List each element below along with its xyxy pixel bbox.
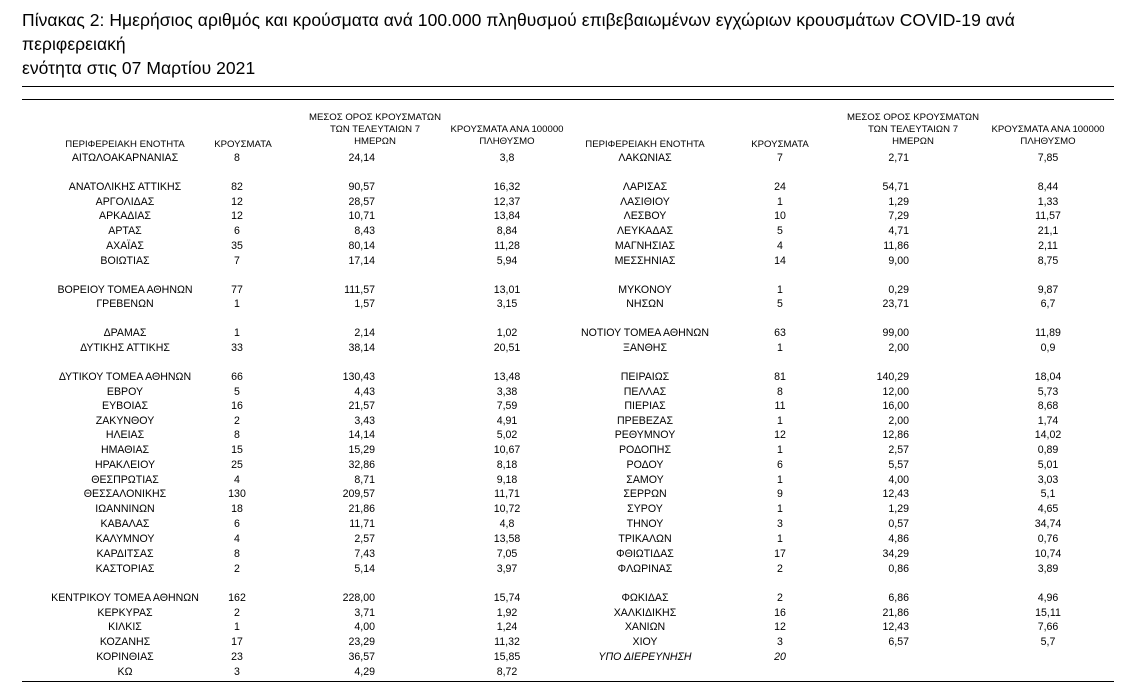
- right-row-21-cases: 3: [777, 518, 783, 530]
- left-row-21-cases: 6: [234, 518, 240, 530]
- left-row-16-per: 10,67: [493, 444, 521, 456]
- right-row-1-name: ΛΑΡΙΣΑΣ: [622, 181, 668, 193]
- right-row-28-avg: 6,57: [888, 636, 909, 648]
- right-row-8-avg: 23,71: [882, 298, 909, 310]
- right-row-6-avg: 9,00: [888, 255, 909, 267]
- right-row-9-name: ΝΟΤΙΟΥ ΤΟΜΕΑ ΑΘΗΝΩΝ: [580, 327, 710, 339]
- right-row-7-avg: 0,29: [888, 284, 909, 296]
- left-row-19-avg: 209,57: [342, 488, 375, 500]
- right-row-24-name: ΦΛΩΡΙΝΑΣ: [617, 563, 673, 575]
- left-row-25-per: 15,74: [493, 592, 521, 604]
- left-row-10-cases: 33: [231, 342, 243, 354]
- left-row-23-cases: 8: [234, 548, 240, 560]
- left-row-7-cases: 77: [231, 284, 243, 296]
- left-row-26-name: ΚΕΡΚΥΡΑΣ: [97, 607, 153, 619]
- left-row-18-cases: 4: [234, 474, 240, 486]
- caption-line-1: Πίνακας 2: Ημερήσιος αριθμός και κρούσματα ανά 100.000 πληθυσμού επιβεβαιωμένων εγχώριων κρουσμάτων COVID-19 ανά περιφερειακή: [22, 10, 1015, 54]
- top-rule-1: [22, 86, 1114, 87]
- right-row-23-cases: 17: [774, 548, 786, 560]
- right-row-11-avg: 140,29: [876, 371, 909, 383]
- left-row-22-name: ΚΑΛΥΜΝΟΥ: [95, 533, 155, 545]
- right-row-13-per: 8,68: [1037, 400, 1059, 412]
- left-row-15-per: 5,02: [496, 429, 518, 441]
- right-row-14-name: ΠΡΕΒΕΖΑΣ: [617, 415, 673, 427]
- right-row-26-cases: 16: [774, 607, 786, 619]
- left-row-17-cases: 25: [231, 459, 243, 471]
- left-row-24-cases: 2: [234, 563, 240, 575]
- left-row-20-cases: 18: [231, 503, 243, 515]
- right-row-3-cases: 10: [774, 210, 786, 222]
- right-row-18-avg: 4,00: [888, 474, 909, 486]
- right-row-18-cases: 1: [777, 474, 783, 486]
- right-header-avg-l1: ΜΕΣΟΣ ΟΡΟΣ ΚΡΟΥΣΜΑΤΩΝ: [846, 112, 980, 123]
- left-row-26-per: 1,92: [496, 607, 518, 619]
- left-row-15-cases: 8: [234, 429, 240, 441]
- left-row-20-name: ΙΩΑΝΝΙΝΩΝ: [95, 503, 155, 515]
- right-row-26-name: ΧΑΛΚΙΔΙΚΗΣ: [613, 607, 677, 619]
- left-header-avg-l1: ΜΕΣΟΣ ΟΡΟΣ ΚΡΟΥΣΜΑΤΩΝ: [308, 112, 442, 123]
- right-row-18-name: ΣΑΜΟΥ: [626, 474, 664, 486]
- left-row-9-per: 1,02: [496, 327, 518, 339]
- left-row-2-name: ΑΡΓΟΛΙΔΑΣ: [95, 196, 155, 208]
- right-row-23-name: ΦΘΙΩΤΙΔΑΣ: [616, 548, 674, 560]
- left-row-27-per: 1,24: [496, 621, 518, 633]
- left-row-17-avg: 32,86: [348, 459, 375, 471]
- right-row-4-cases: 5: [777, 225, 783, 237]
- right-row-26-avg: 21,86: [882, 607, 909, 619]
- right-row-10-avg: 2,00: [888, 342, 909, 354]
- right-row-22-cases: 1: [777, 533, 783, 545]
- right-row-24-avg: 0,86: [888, 563, 909, 575]
- left-row-3-cases: 12: [231, 210, 243, 222]
- left-header-per-l1: ΚΡΟΥΣΜΑΤΑ ΑΝΑ 100000: [450, 124, 564, 135]
- right-row-24-cases: 2: [777, 563, 783, 575]
- right-row-1-per: 8,44: [1037, 181, 1059, 193]
- left-row-7-per: 13,01: [493, 284, 521, 296]
- left-row-15-name: ΗΛΕΙΑΣ: [105, 429, 145, 441]
- left-header-avg-l3: ΗΜΕΡΩΝ: [354, 136, 396, 147]
- left-row-13-cases: 16: [231, 400, 243, 412]
- right-row-3-avg: 7,29: [888, 210, 909, 222]
- left-row-1-name: ΑΝΑΤΟΛΙΚΗΣ ΑΤΤΙΚΗΣ: [68, 181, 182, 193]
- caption-line-2: ενότητα στις 07 Μαρτίου 2021: [22, 58, 256, 78]
- right-row-14-cases: 1: [777, 415, 783, 427]
- left-row-27-avg: 4,00: [354, 621, 375, 633]
- left-header-per: [432, 124, 582, 148]
- left-row-10-name: ΔΥΤΙΚΗΣ ΑΤΤΙΚΗΣ: [80, 342, 170, 354]
- right-row-4-per: 21,1: [1037, 225, 1059, 237]
- right-row-8-per: 6,7: [1040, 298, 1056, 310]
- right-row-24-per: 3,89: [1037, 563, 1059, 575]
- left-row-6-cases: 7: [234, 255, 240, 267]
- right-row-19-per: 5,1: [1040, 488, 1056, 500]
- right-row-25-avg: 6,86: [888, 592, 909, 604]
- right-row-0-cases: 7: [777, 152, 783, 164]
- left-row-24-name: ΚΑΣΤΟΡΙΑΣ: [95, 563, 155, 575]
- left-row-1-avg: 90,57: [348, 181, 375, 193]
- left-row-30-per: 8,72: [496, 666, 518, 678]
- right-row-15-name: ΡΕΘΥΜΝΟΥ: [614, 429, 676, 441]
- right-row-4-avg: 4,71: [888, 225, 909, 237]
- left-row-11-per: 13,48: [493, 371, 521, 383]
- left-header-per-l2: ΠΛΗΘΥΣΜΟ: [479, 136, 535, 147]
- right-row-10-name: ΞΑΝΘΗΣ: [622, 342, 668, 354]
- left-row-19-per: 11,71: [494, 488, 520, 500]
- right-row-17-avg: 5,57: [888, 459, 909, 471]
- left-row-13-per: 7,59: [496, 400, 518, 412]
- left-row-19-name: ΘΕΣΣΑΛΟΝΙΚΗΣ: [83, 488, 167, 500]
- left-row-8-cases: 1: [234, 298, 240, 310]
- left-row-16-cases: 15: [231, 444, 243, 456]
- right-row-20-name: ΣΥΡΟΥ: [627, 503, 663, 515]
- left-row-30-name: ΚΩ: [117, 666, 133, 678]
- right-row-27-per: 7,66: [1037, 621, 1059, 633]
- left-row-2-avg: 28,57: [348, 196, 375, 208]
- right-header-per-l1: ΚΡΟΥΣΜΑΤΑ ΑΝΑ 100000: [991, 124, 1105, 135]
- right-header-per-l2: ΠΛΗΘΥΣΜΟ: [1020, 136, 1076, 147]
- right-row-20-avg: 1,29: [888, 503, 909, 515]
- left-row-15-avg: 14,14: [348, 429, 375, 441]
- left-row-29-cases: 23: [231, 651, 243, 663]
- right-row-3-name: ΛΕΣΒΟΥ: [623, 210, 667, 222]
- left-row-12-name: ΕΒΡΟΥ: [106, 386, 144, 398]
- right-row-9-cases: 63: [774, 327, 786, 339]
- left-row-11-avg: 130,43: [342, 371, 375, 383]
- right-row-2-cases: 1: [777, 196, 783, 208]
- right-row-27-avg: 12,43: [882, 621, 909, 633]
- left-header-avg-l2: ΤΩΝ ΤΕΛΕΥΤΑΙΩΝ 7: [329, 124, 421, 135]
- left-row-4-avg: 8,43: [354, 225, 375, 237]
- right-row-13-cases: 11: [774, 400, 786, 412]
- left-row-11-cases: 66: [231, 371, 243, 383]
- right-row-5-avg: 11,86: [883, 240, 909, 252]
- right-row-6-cases: 14: [774, 255, 786, 267]
- left-row-4-cases: 6: [234, 225, 240, 237]
- right-row-23-per: 10,74: [1034, 548, 1062, 560]
- right-row-27-name: ΧΑΝΙΩΝ: [624, 621, 666, 633]
- left-row-10-per: 20,51: [493, 342, 521, 354]
- right-row-9-avg: 99,00: [882, 327, 909, 339]
- left-row-7-avg: 111,57: [344, 284, 375, 296]
- right-row-18-per: 3,03: [1037, 474, 1059, 486]
- left-row-22-cases: 4: [234, 533, 240, 545]
- right-row-15-cases: 12: [774, 429, 786, 441]
- left-row-6-avg: 17,14: [348, 255, 375, 267]
- right-row-20-cases: 1: [777, 503, 783, 515]
- left-row-1-cases: 82: [231, 181, 243, 193]
- left-row-20-per: 10,72: [493, 503, 521, 515]
- left-row-7-name: ΒΟΡΕΙΟΥ ΤΟΜΕΑ ΑΘΗΝΩΝ: [57, 284, 193, 296]
- right-row-2-name: ΛΑΣΙΘΙΟΥ: [620, 196, 670, 208]
- right-row-25-name: ΦΩΚΙΔΑΣ: [621, 592, 669, 604]
- left-row-3-per: 13,84: [493, 210, 521, 222]
- right-row-1-avg: 54,71: [882, 181, 909, 193]
- left-row-14-per: 4,91: [496, 415, 518, 427]
- left-row-23-avg: 7,43: [354, 548, 375, 560]
- right-row-12-per: 5,73: [1037, 386, 1059, 398]
- right-row-16-cases: 1: [777, 444, 783, 456]
- right-row-21-per: 34,74: [1034, 518, 1062, 530]
- right-row-22-name: ΤΡΙΚΑΛΩΝ: [618, 533, 672, 545]
- left-row-26-avg: 3,71: [354, 607, 375, 619]
- left-row-6-per: 5,94: [496, 255, 518, 267]
- left-row-29-avg: 36,57: [348, 651, 375, 663]
- left-row-6-name: ΒΟΙΩΤΙΑΣ: [100, 255, 150, 267]
- right-header-avg-l3: ΗΜΕΡΩΝ: [892, 136, 934, 147]
- left-row-0-avg: 24,14: [348, 152, 375, 164]
- left-row-8-name: ΓΡΕΒΕΝΩΝ: [96, 298, 154, 310]
- right-row-6-per: 8,75: [1037, 255, 1059, 267]
- left-row-26-cases: 2: [234, 607, 240, 619]
- left-row-25-avg: 228,00: [342, 592, 375, 604]
- right-row-17-per: 5,01: [1037, 459, 1059, 471]
- left-row-2-per: 12,37: [493, 196, 521, 208]
- right-row-0-name: ΛΑΚΩΝΙΑΣ: [618, 152, 672, 164]
- left-row-5-per: 11,28: [494, 240, 520, 252]
- right-row-28-per: 5,7: [1040, 636, 1056, 648]
- right-row-19-avg: 12,43: [882, 488, 909, 500]
- left-row-29-name: ΚΟΡΙΝΘΙΑΣ: [96, 651, 154, 663]
- right-row-11-cases: 81: [774, 371, 786, 383]
- right-row-8-cases: 5: [777, 298, 783, 310]
- right-row-7-per: 9,87: [1037, 284, 1059, 296]
- left-row-5-avg: 80,14: [348, 240, 375, 252]
- right-row-5-per: 2,11: [1038, 240, 1058, 252]
- right-row-7-name: ΜΥΚΟΝΟΥ: [618, 284, 672, 296]
- left-row-0-cases: 8: [234, 152, 240, 164]
- left-row-28-name: ΚΟΖΑΝΗΣ: [99, 636, 151, 648]
- left-row-30-avg: 4,29: [354, 666, 375, 678]
- right-row-10-per: 0,9: [1040, 342, 1056, 354]
- right-row-9-per: 11,89: [1035, 327, 1061, 339]
- right-row-16-per: 0,89: [1037, 444, 1059, 456]
- right-row-29-cases: 20: [774, 651, 786, 663]
- left-row-25-name: ΚΕΝΤΡΙΚΟΥ ΤΟΜΕΑ ΑΘΗΝΩΝ: [51, 592, 199, 604]
- left-row-0-per: 3,8: [499, 152, 515, 164]
- right-row-19-name: ΣΕΡΡΩΝ: [623, 488, 667, 500]
- right-row-14-per: 1,74: [1037, 415, 1059, 427]
- left-row-24-per: 3,97: [496, 563, 518, 575]
- right-row-13-avg: 16,00: [882, 400, 909, 412]
- right-header-cases: ΚΡΟΥΣΜΑΤΑ: [751, 139, 809, 150]
- right-row-0-per: 7,85: [1037, 152, 1059, 164]
- right-row-21-name: ΤΗΝΟΥ: [626, 518, 664, 530]
- right-row-3-per: 11,57: [1035, 210, 1061, 222]
- left-row-9-name: ΔΡΑΜΑΣ: [103, 327, 147, 339]
- right-row-11-per: 18,04: [1034, 371, 1062, 383]
- right-row-10-cases: 1: [777, 342, 783, 354]
- right-row-6-name: ΜΕΣΣΗΝΙΑΣ: [614, 255, 676, 267]
- left-row-19-cases: 130: [228, 488, 246, 500]
- left-row-28-cases: 17: [231, 636, 243, 648]
- right-row-23-avg: 34,29: [882, 548, 909, 560]
- left-row-3-name: ΑΡΚΑΔΙΑΣ: [99, 210, 151, 222]
- left-row-22-avg: 2,57: [354, 533, 375, 545]
- left-row-29-per: 15,85: [493, 651, 521, 663]
- right-row-19-cases: 9: [777, 488, 783, 500]
- left-row-25-cases: 162: [228, 592, 246, 604]
- left-row-4-name: ΑΡΤΑΣ: [108, 225, 142, 237]
- left-row-20-avg: 21,86: [348, 503, 375, 515]
- left-row-9-cases: 1: [234, 327, 240, 339]
- left-row-22-per: 13,58: [493, 533, 521, 545]
- left-row-21-per: 4,8: [499, 518, 515, 530]
- left-row-3-avg: 10,71: [348, 210, 375, 222]
- right-row-26-per: 15,11: [1035, 607, 1061, 619]
- left-row-21-avg: 11,71: [349, 518, 375, 530]
- right-row-25-cases: 2: [777, 592, 783, 604]
- right-row-16-name: ΡΟΔΟΠΗΣ: [618, 444, 672, 456]
- bottom-rule: [22, 681, 1114, 682]
- right-row-11-name: ΠΕΙΡΑΙΩΣ: [620, 371, 670, 383]
- left-row-18-name: ΘΕΣΠΡΩΤΙΑΣ: [91, 474, 159, 486]
- left-row-27-name: ΚΙΛΚΙΣ: [108, 621, 142, 633]
- right-row-5-cases: 4: [777, 240, 783, 252]
- table-caption: [22, 8, 1122, 80]
- right-row-13-name: ΠΙΕΡΙΑΣ: [624, 400, 666, 412]
- right-row-8-name: ΝΗΣΩΝ: [626, 298, 664, 310]
- right-row-17-cases: 6: [777, 459, 783, 471]
- left-row-8-per: 3,15: [496, 298, 518, 310]
- left-row-14-name: ΖΑΚΥΝΘΟΥ: [95, 415, 155, 427]
- right-row-15-avg: 12,86: [882, 429, 909, 441]
- left-row-14-cases: 2: [234, 415, 240, 427]
- left-row-13-avg: 21,57: [348, 400, 375, 412]
- left-row-18-avg: 8,71: [354, 474, 375, 486]
- left-row-27-cases: 1: [234, 621, 240, 633]
- left-row-23-name: ΚΑΡΔΙΤΣΑΣ: [96, 548, 154, 560]
- left-row-17-name: ΗΡΑΚΛΕΙΟΥ: [94, 459, 156, 471]
- left-row-10-avg: 38,14: [348, 342, 375, 354]
- left-header-avg: [300, 112, 450, 148]
- left-row-21-name: ΚΑΒΑΛΑΣ: [100, 518, 150, 530]
- right-row-29-name: ΥΠΟ ΔΙΕΡΕΥΝΗΣΗ: [598, 651, 692, 663]
- left-row-14-avg: 3,43: [354, 415, 375, 427]
- right-row-14-avg: 2,00: [888, 415, 909, 427]
- right-row-27-cases: 12: [774, 621, 786, 633]
- right-row-7-cases: 1: [777, 284, 783, 296]
- left-row-30-cases: 3: [234, 666, 240, 678]
- right-row-5-name: ΜΑΓΝΗΣΙΑΣ: [614, 240, 676, 252]
- left-row-11-name: ΔΥΤΙΚΟΥ ΤΟΜΕΑ ΑΘΗΝΩΝ: [58, 371, 192, 383]
- right-row-0-avg: 2,71: [888, 152, 909, 164]
- left-row-24-avg: 5,14: [354, 563, 375, 575]
- left-row-18-per: 9,18: [496, 474, 518, 486]
- left-row-5-cases: 35: [231, 240, 243, 252]
- right-row-22-avg: 4,86: [888, 533, 909, 545]
- left-row-28-per: 11,32: [494, 636, 520, 648]
- left-row-16-name: ΗΜΑΘΙΑΣ: [100, 444, 150, 456]
- right-row-2-per: 1,33: [1037, 196, 1059, 208]
- left-header-cases: ΚΡΟΥΣΜΑΤΑ: [214, 139, 272, 150]
- left-row-8-avg: 1,57: [354, 298, 375, 310]
- left-row-5-name: ΑΧΑΪΑΣ: [106, 240, 144, 252]
- right-row-25-per: 4,96: [1037, 592, 1059, 604]
- right-row-1-cases: 24: [774, 181, 786, 193]
- right-header-region: ΠΕΡΙΦΕΡΕΙΑΚΗ ΕΝΟΤΗΤΑ: [585, 139, 705, 150]
- right-header-avg-l2: ΤΩΝ ΤΕΛΕΥΤΑΙΩΝ 7: [867, 124, 959, 135]
- right-row-4-name: ΛΕΥΚΑΔΑΣ: [616, 225, 674, 237]
- top-rule-2: [22, 99, 1114, 100]
- right-row-20-per: 4,65: [1037, 503, 1059, 515]
- right-row-21-avg: 0,57: [888, 518, 909, 530]
- right-row-28-cases: 3: [777, 636, 783, 648]
- left-row-12-per: 3,38: [496, 386, 518, 398]
- right-row-22-per: 0,76: [1037, 533, 1059, 545]
- left-row-4-per: 8,84: [496, 225, 518, 237]
- left-row-0-name: ΑΙΤΩΛΟΑΚΑΡΝΑΝΙΑΣ: [71, 152, 179, 164]
- left-header-region: ΠΕΡΙΦΕΡΕΙΑΚΗ ΕΝΟΤΗΤΑ: [65, 139, 185, 150]
- right-row-15-per: 14,02: [1034, 429, 1062, 441]
- left-row-16-avg: 15,29: [348, 444, 375, 456]
- right-row-12-name: ΠΕΛΛΑΣ: [623, 386, 667, 398]
- right-row-17-name: ΡΟΔΟΥ: [626, 459, 664, 471]
- right-row-2-avg: 1,29: [888, 196, 909, 208]
- right-row-28-name: ΧΙΟΥ: [632, 636, 658, 648]
- right-row-12-cases: 8: [777, 386, 783, 398]
- left-row-13-name: ΕΥΒΟΙΑΣ: [102, 400, 148, 412]
- left-row-1-per: 16,32: [493, 181, 521, 193]
- left-row-28-avg: 23,29: [348, 636, 375, 648]
- right-row-16-avg: 2,57: [888, 444, 909, 456]
- left-row-12-avg: 4,43: [354, 386, 375, 398]
- left-row-23-per: 7,05: [496, 548, 518, 560]
- right-header-avg: [838, 112, 988, 148]
- right-row-12-avg: 12,00: [882, 386, 909, 398]
- right-header-per: [973, 124, 1123, 148]
- left-row-9-avg: 2,14: [354, 327, 375, 339]
- left-row-12-cases: 5: [234, 386, 240, 398]
- left-row-2-cases: 12: [231, 196, 243, 208]
- left-row-17-per: 8,18: [496, 459, 518, 471]
